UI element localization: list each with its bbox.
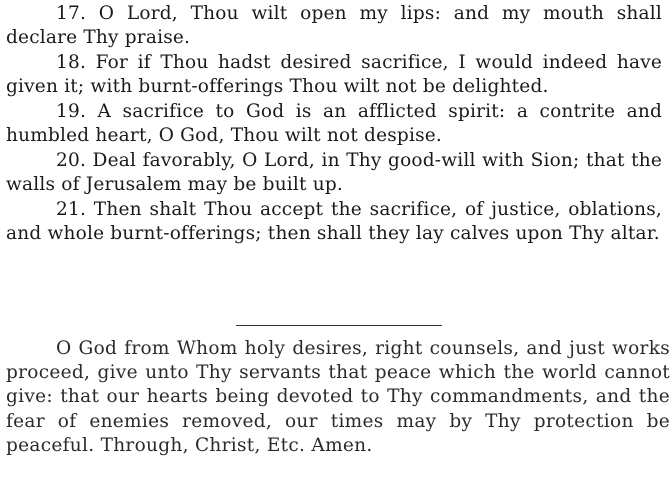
verse-20: 20. Deal favorably, O Lord, in Thy good-will with Sion; that the walls of Jerusalem may be built up.	[6, 150, 662, 195]
verse-17: 17. O Lord, Thou wilt open my lips: and my mouth shall declare Thy praise.	[6, 3, 662, 48]
verse-19: 19. A sacrifice to God is an afflicted spirit: a contrite and humbled heart, O God, Thou wilt not despise.	[6, 101, 662, 146]
psalm-verses	[0, 2, 664, 246]
verse-18: 18. For if Thou hadst desired sacrifice, I would indeed have given it; with burnt-offerings Thou wilt not be delighted.	[6, 52, 662, 97]
section-divider	[236, 325, 442, 326]
verse-21: 21. Then shalt Thou accept the sacrifice, of justice, oblations, and whole burnt-offerings; then shall they lay calves upon Thy altar.	[6, 199, 662, 244]
closing-prayer: O God from Whom holy desires, right counsels, and just works proceed, give unto Thy servants that peace which the world cannot give: that our hearts being devoted to Thy commandments, and the fear of enemies removed, our times may by Thy protection be peaceful. Through, Christ, Etc. Amen.	[6, 338, 670, 456]
